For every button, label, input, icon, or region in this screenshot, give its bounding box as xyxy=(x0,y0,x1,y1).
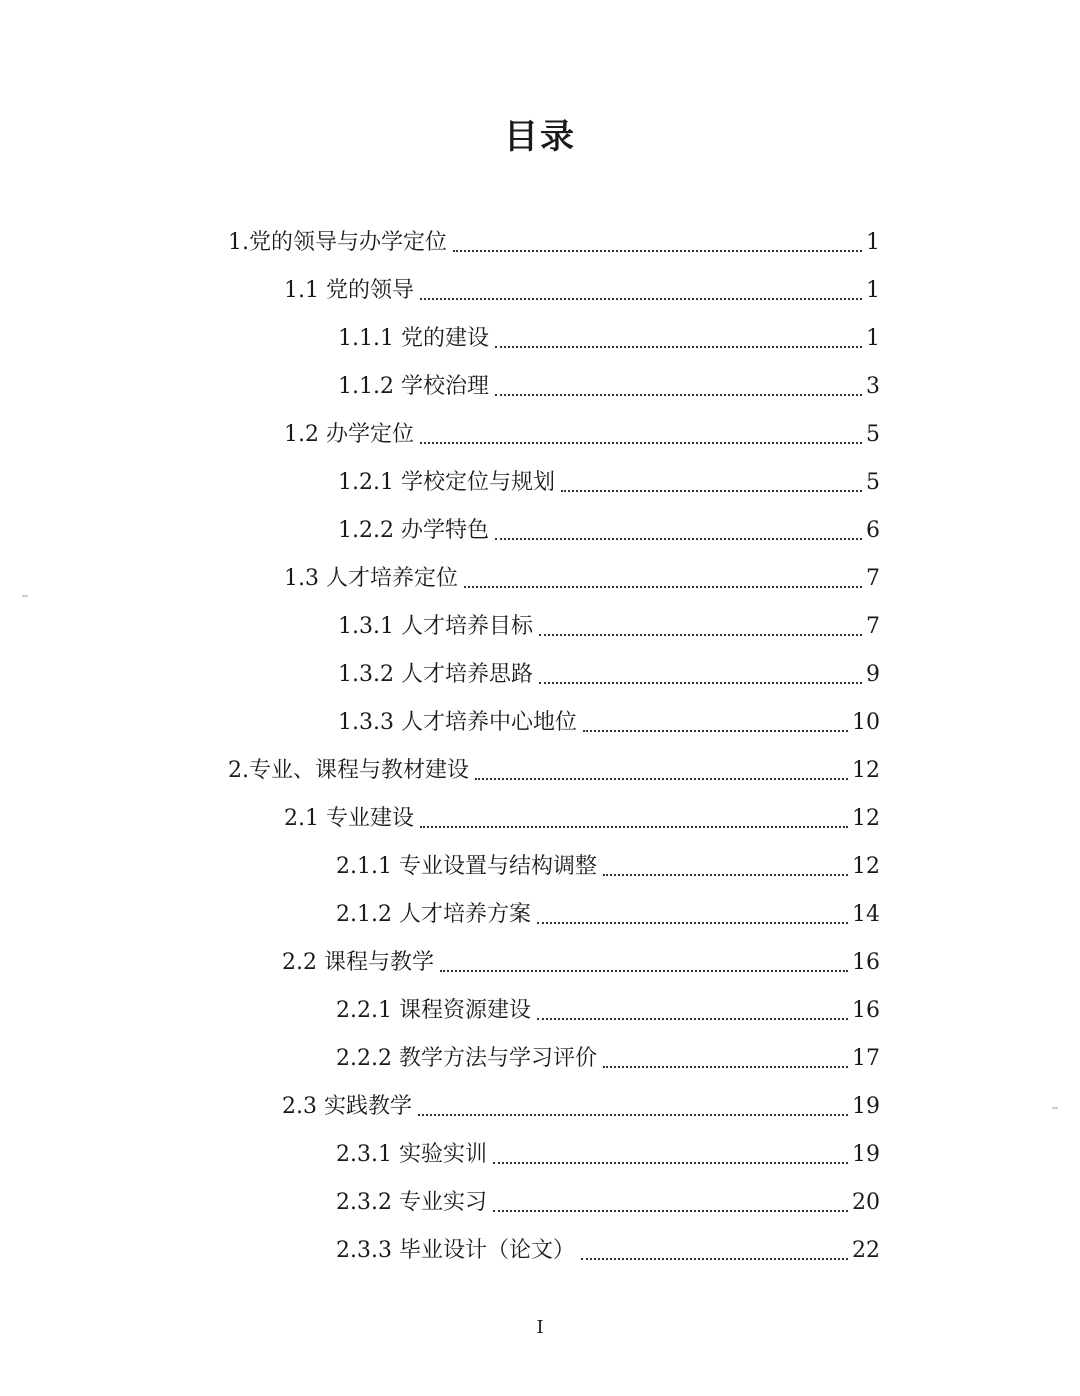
toc-entry-page: 22 xyxy=(852,1238,880,1263)
dot-leader xyxy=(493,1210,848,1212)
toc-entry-page: 7 xyxy=(866,614,880,639)
dot-leader xyxy=(537,1018,848,1020)
toc-entry-level-3[interactable] xyxy=(338,502,880,546)
toc-entry-label: 2.1.2 人才培养方案 xyxy=(336,902,531,927)
toc-entry-level-3[interactable] xyxy=(336,838,880,882)
dot-leader xyxy=(495,394,862,396)
toc-entry-level-3[interactable] xyxy=(338,310,880,354)
toc-entry-level-3[interactable] xyxy=(338,358,880,402)
toc-entry-label: 1.2 办学定位 xyxy=(284,422,414,447)
dot-leader xyxy=(453,250,862,252)
toc-entry-label: 1.3.3 人才培养中心地位 xyxy=(338,710,577,735)
toc-entry-label: 1.1.2 学校治理 xyxy=(338,374,489,399)
toc-entry-level-3[interactable] xyxy=(338,454,880,498)
toc-entry-label: 2.1 专业建设 xyxy=(284,806,414,831)
dot-leader xyxy=(603,874,848,876)
footer-page-number: I xyxy=(536,1317,544,1338)
page-title: 目录 xyxy=(504,117,576,157)
toc-entry-level-3[interactable] xyxy=(336,1222,880,1266)
dot-leader xyxy=(561,490,862,492)
toc-entry-level-2[interactable] xyxy=(284,262,880,306)
toc-entry-page: 19 xyxy=(852,1094,880,1119)
toc-entry-level-2[interactable] xyxy=(284,790,880,834)
toc-entry-label: 1.1.1 党的建设 xyxy=(338,326,489,351)
toc-entry-page: 5 xyxy=(866,470,880,495)
dot-leader xyxy=(440,970,848,972)
scan-speck xyxy=(22,595,28,597)
toc-entry-page: 16 xyxy=(852,950,880,975)
toc-entry-page: 12 xyxy=(852,806,880,831)
toc-entry-label: 2.3.3 毕业设计（论文） xyxy=(336,1238,575,1263)
toc-entry-label: 2.2 课程与教学 xyxy=(282,950,434,975)
toc-entry-page: 20 xyxy=(852,1190,880,1215)
dot-leader xyxy=(420,826,848,828)
dot-leader xyxy=(539,682,862,684)
toc-entry-page: 1 xyxy=(866,278,880,303)
toc-entry-level-3[interactable] xyxy=(338,646,880,690)
toc-entry-label: 2.3.1 实验实训 xyxy=(336,1142,487,1167)
toc-entry-level-3[interactable] xyxy=(336,982,880,1026)
toc-entry-level-2[interactable] xyxy=(284,406,880,450)
toc-entry-label: 2.2.1 课程资源建设 xyxy=(336,998,531,1023)
toc-entry-page: 9 xyxy=(866,662,880,687)
toc-entry-label: 1.3.2 人才培养思路 xyxy=(338,662,533,687)
dot-leader xyxy=(495,346,862,348)
toc-entry-level-2[interactable] xyxy=(282,934,880,978)
toc-entry-page: 10 xyxy=(852,710,880,735)
toc-entry-level-3[interactable] xyxy=(338,694,880,738)
toc-entry-page: 3 xyxy=(866,374,880,399)
toc-entry-label: 1.1 党的领导 xyxy=(284,278,414,303)
toc-entry-label: 1.2.1 学校定位与规划 xyxy=(338,470,555,495)
dot-leader xyxy=(539,634,862,636)
toc-entry-level-2[interactable] xyxy=(282,1078,880,1122)
toc-entry-level-3[interactable] xyxy=(336,1126,880,1170)
toc-entry-level-3[interactable] xyxy=(336,1174,880,1218)
toc-entry-page: 1 xyxy=(866,230,880,255)
toc-entry-page: 17 xyxy=(852,1046,880,1071)
toc-entry-level-2[interactable] xyxy=(284,550,880,594)
toc-entry-label: 2.3.2 专业实习 xyxy=(336,1190,487,1215)
toc-entry-page: 16 xyxy=(852,998,880,1023)
toc-entry-page: 5 xyxy=(866,422,880,447)
toc-entry-level-1[interactable] xyxy=(228,742,880,786)
scan-speck xyxy=(1052,1107,1058,1109)
dot-leader xyxy=(464,586,862,588)
dot-leader xyxy=(583,730,848,732)
toc-entry-label: 1.3.1 人才培养目标 xyxy=(338,614,533,639)
toc-entry-label: 2.专业、课程与教材建设 xyxy=(228,758,469,783)
dot-leader xyxy=(581,1258,848,1260)
toc-entry-label: 1.党的领导与办学定位 xyxy=(228,230,447,255)
toc-entry-label: 1.3 人才培养定位 xyxy=(284,566,458,591)
toc-entry-label: 2.1.1 专业设置与结构调整 xyxy=(336,854,597,879)
toc-entry-label: 1.2.2 办学特色 xyxy=(338,518,489,543)
dot-leader xyxy=(495,538,862,540)
dot-leader xyxy=(603,1066,848,1068)
toc-entry-page: 6 xyxy=(866,518,880,543)
toc-entry-level-3[interactable] xyxy=(336,1030,880,1074)
toc-entry-page: 14 xyxy=(852,902,880,927)
toc-entry-label: 2.2.2 教学方法与学习评价 xyxy=(336,1046,597,1071)
toc-entry-page: 12 xyxy=(852,758,880,783)
dot-leader xyxy=(537,922,848,924)
toc-entry-level-1[interactable] xyxy=(228,214,880,258)
toc-entry-level-3[interactable] xyxy=(336,886,880,930)
toc-entry-page: 12 xyxy=(852,854,880,879)
toc-entry-page: 19 xyxy=(852,1142,880,1167)
toc-entry-page: 1 xyxy=(866,326,880,351)
dot-leader xyxy=(418,1114,848,1116)
dot-leader xyxy=(475,778,848,780)
dot-leader xyxy=(420,442,862,444)
toc-entry-page: 7 xyxy=(866,566,880,591)
toc-entry-level-3[interactable] xyxy=(338,598,880,642)
toc-entry-label: 2.3 实践教学 xyxy=(282,1094,412,1119)
dot-leader xyxy=(420,298,862,300)
dot-leader xyxy=(493,1162,848,1164)
